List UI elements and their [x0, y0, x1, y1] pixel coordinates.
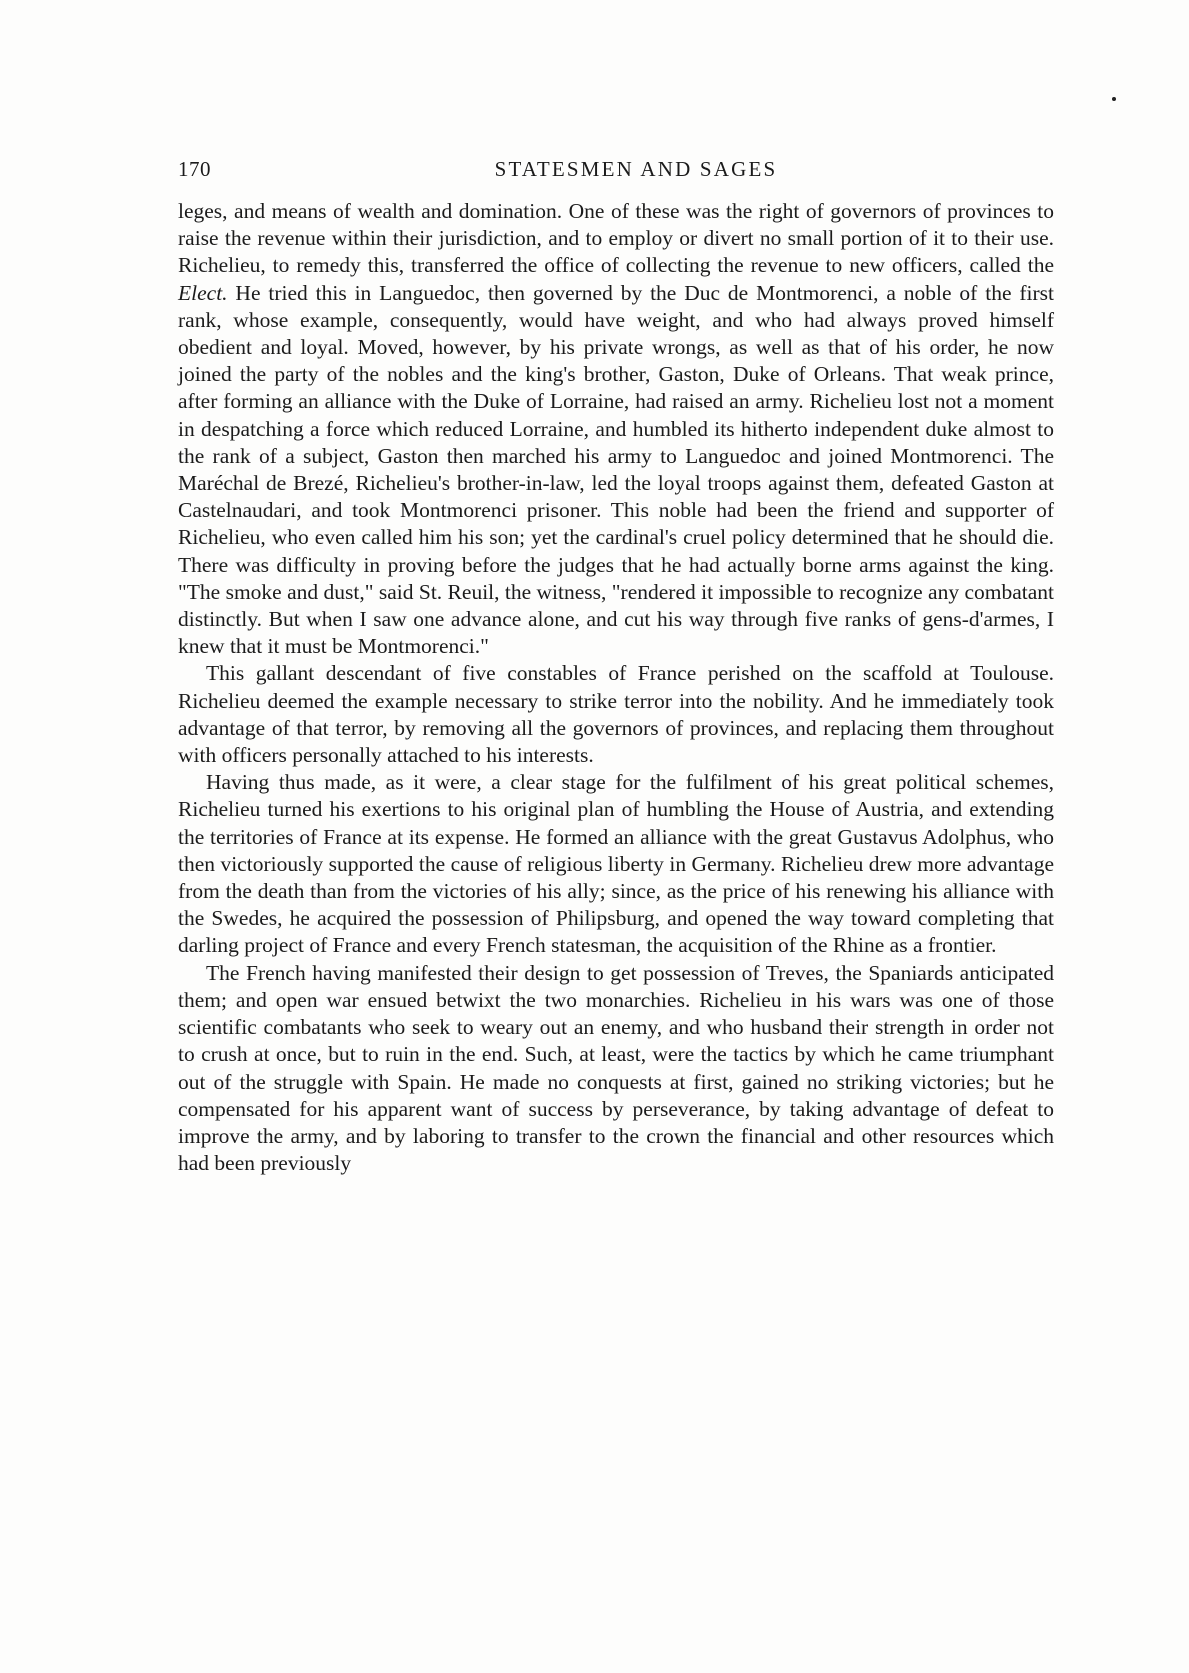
paragraph-1-text-a: leges, and means of wealth and domination. One of these was the right of governors of provinces to raise the revenue within their jurisdiction, and to employ or divert no small portion of it to their use. Richelieu, to remedy this, transferred the office of collecting the revenue to new officers, called the	[178, 199, 1054, 278]
body-text	[178, 198, 1054, 1177]
paragraph-3: Having thus made, as it were, a clear stage for the fulfilment of his great political schemes, Richelieu turned his exertions to his original plan of humbling the House of Austria, and extending the territories of France at its expense. He formed an alliance with the great Gustavus Adolphus, who then victoriously supported the cause of religious liberty in Germany. Richelieu drew more advantage from the death than from the victories of his ally; since, as the price of his renewing his alliance with the Swedes, he acquired the possession of Philipsburg, and opened the way toward completing that darling project of France and every French statesman, the acquisition of the Rhine as a frontier.	[178, 770, 1054, 958]
paragraph-4: The French having manifested their design to get possession of Treves, the Spaniards anticipated them; and open war ensued betwixt the two monarchies. Richelieu in his wars was one of those scientific combatants who seek to weary out an enemy, and who husband their strength in order not to crush at once, but to ruin in the end. Such, at least, were the tactics by which he came triumphant out of the struggle with Spain. He made no conquests at first, gained no striking victories; but he compensated for his apparent want of success by perseverance, by taking advantage of defeat to improve the army, and by laboring to transfer to the crown the financial and other resources which had been previously	[178, 960, 1054, 1176]
paragraph-1-text-b: He tried this in Languedoc, then governed by the Duc de Montmorenci, a noble of the first rank, whose example, consequently, would have weight, and who had always proved himself obedient and loyal. Moved, however, by his private wrongs, as well as that of his order, he now joined the party of the nobles and the king's brother, Gaston, Duke of Orleans. That weak prince, after forming an alliance with the Duke of Lorraine, had raised an army. Richelieu lost not a moment in despatching a force which reduced Lorraine, and humbled its hitherto independent duke almost to the rank of a subject, Gaston then marched his army to Languedoc and joined Montmorenci. The Maréchal de Brezé, Richelieu's brother-in-law, led the loyal troops against them, defeated Gaston at Castelnaudari, and took Montmorenci prisoner. This noble had been the friend and supporter of Richelieu, who even called him his son; yet the cardinal's cruel policy determined that he should die. There was difficulty in proving before the judges that he had actually borne arms against the king. "The smoke and dust," said St. Reuil, the witness, "rendered it impossible to recognize any combatant distinctly. But when I saw one advance alone, and cut his way through five ranks of gens-d'armes, I knew that it must be Montmorenci."	[178, 280, 1054, 659]
ink-speck	[1112, 97, 1116, 101]
page-number: 170	[178, 157, 211, 181]
paragraph-2: This gallant descendant of five constables of France perished on the scaffold at Toulouse. Richelieu deemed the example necessary to strike terror into the nobility. And he immediately took advantage of that terror, by removing all the governors of provinces, and replacing them throughout with officers personally attached to his interests.	[178, 661, 1054, 768]
paragraph-1	[178, 198, 1054, 660]
paragraph-1-italic-term: Elect.	[178, 280, 228, 305]
running-title: STATESMEN AND SAGES	[494, 157, 778, 181]
running-head	[178, 157, 1054, 187]
